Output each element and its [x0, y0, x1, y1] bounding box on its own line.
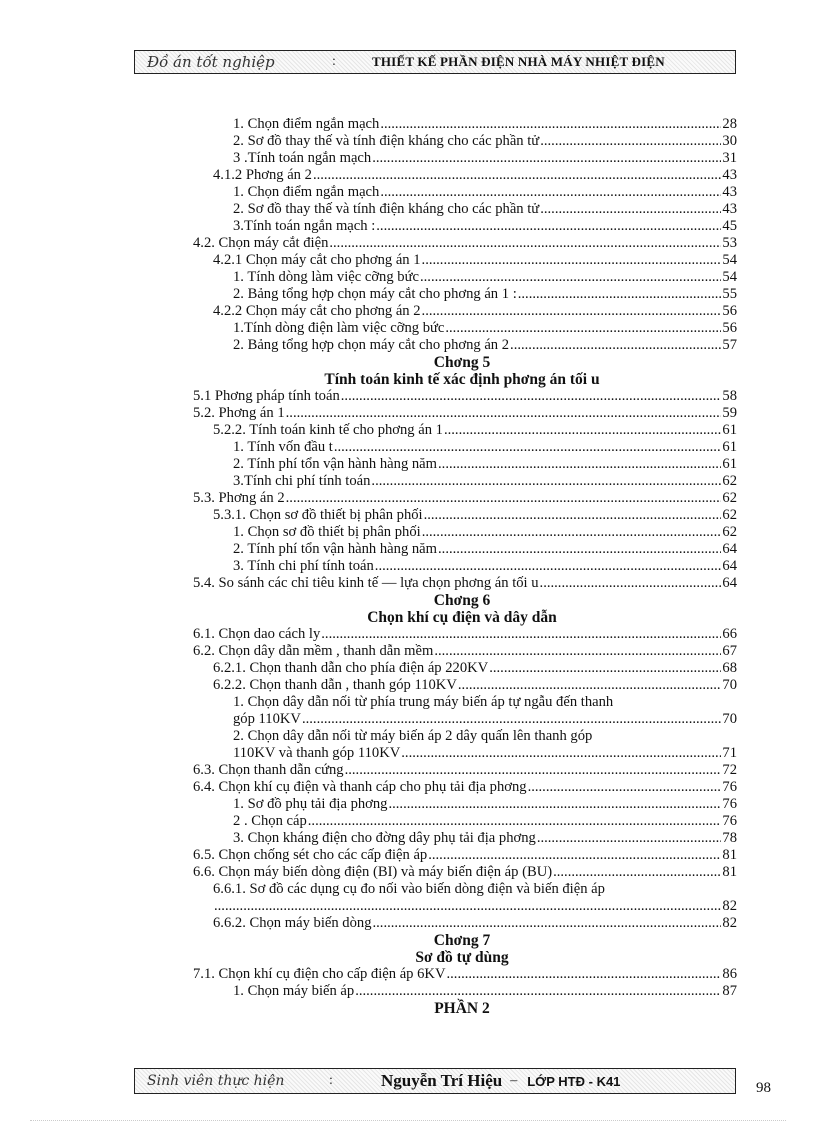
- toc-dot-leader: [458, 677, 722, 694]
- toc-entry-title: 6.6.2. Chọn máy biến dòng: [213, 915, 372, 931]
- toc-entry-title: 1. Tính dòng làm việc cỡng bức: [233, 269, 419, 285]
- toc-entry-title: 5.4. So sánh các chỉ tiêu kinh tế — lựa chọn phơng án tối u: [193, 575, 539, 591]
- toc-entry: [0, 286, 816, 303]
- toc-entry-title: 5.3.1. Chọn sơ đồ thiết bị phân phối: [213, 507, 423, 523]
- toc-dot-leader: [372, 150, 721, 167]
- page-header: [134, 50, 736, 74]
- toc-dot-leader: [341, 388, 722, 405]
- toc-entry-title: 1. Chọn máy biến áp: [233, 983, 355, 999]
- toc-dot-leader: [445, 320, 721, 337]
- toc-dot-leader: [321, 626, 721, 643]
- toc-entry-title: 110KV và thanh góp 110KV: [233, 745, 401, 761]
- toc-page-number: 64: [722, 575, 737, 591]
- toc-dot-leader: [313, 167, 721, 184]
- toc-dot-leader: [553, 864, 721, 881]
- toc-page-number: 68: [722, 660, 737, 676]
- toc-entry-title: 3.Tính chi phí tính toán: [233, 473, 371, 489]
- toc-page-number: 55: [722, 286, 737, 302]
- toc-heading: Chọn khí cụ điện và dây dẫn: [367, 609, 557, 626]
- toc-entry-title: 4.1.2 Phơng án 2: [213, 167, 312, 183]
- toc-entry: [0, 388, 816, 405]
- footer-separator: :: [329, 1073, 333, 1088]
- toc-entry: [0, 184, 816, 201]
- toc-entry: [0, 677, 816, 694]
- toc-entry: [0, 711, 816, 728]
- header-thesis-label: Đồ án tốt nghiệp: [147, 53, 275, 71]
- toc-entry: [0, 201, 816, 218]
- page-footer: [134, 1068, 736, 1094]
- toc-entry-title: 6.5. Chọn chống sét cho các cấp điện áp: [193, 847, 428, 863]
- header-project-title: THIẾT KẾ PHẦN ĐIỆN NHÀ MÁY NHIỆT ĐIỆN: [372, 54, 665, 69]
- toc-page-number: 30: [722, 133, 737, 149]
- toc-entry-title: 5.1 Phơng pháp tính toán: [193, 388, 340, 404]
- toc-dot-leader: [489, 660, 721, 677]
- toc-heading: Chơng 5: [433, 354, 491, 371]
- toc-page-number: 64: [722, 541, 737, 557]
- toc-entry-title: 6.6. Chọn máy biến dòng điện (BI) và máy biến điện áp (BU): [193, 864, 553, 880]
- toc-entry-title: 6.2.1. Chọn thanh dẫn cho phía điện áp 220KV: [213, 660, 489, 676]
- toc-entry: [0, 439, 816, 456]
- toc-page-number: 62: [722, 507, 737, 523]
- toc-dot-leader: [388, 796, 721, 813]
- toc-dot-leader: [540, 575, 722, 592]
- toc-entry-title: 2. Tính phí tổn vận hành hàng năm: [233, 541, 438, 557]
- toc-entry-title: 6.4. Chọn khí cụ điện và thanh cáp cho phụ tải địa phơng: [193, 779, 527, 795]
- toc-dot-leader: [380, 116, 721, 133]
- toc-page-number: 66: [722, 626, 737, 642]
- toc-page-number: 62: [722, 524, 737, 540]
- toc-entry: [0, 303, 816, 320]
- toc-entry: [0, 558, 816, 575]
- toc-dot-leader: [422, 524, 722, 541]
- toc-page-number: 82: [722, 898, 737, 914]
- toc-dot-leader: [345, 762, 722, 779]
- toc-entry: [0, 541, 816, 558]
- toc-entry: [0, 660, 816, 677]
- toc-page-number: 43: [722, 201, 737, 217]
- toc-entry-title: 3. Chọn kháng điện cho đờng dây phụ tải địa phơng: [233, 830, 536, 846]
- toc-page-number: 82: [722, 915, 737, 931]
- toc-entry: [0, 813, 816, 830]
- footer-dash: –: [510, 1073, 518, 1088]
- toc-entry-title: 2 . Chọn cáp: [233, 813, 307, 829]
- toc-dot-leader: [424, 507, 722, 524]
- toc-dot-leader: [540, 201, 721, 218]
- toc-dot-leader: [334, 439, 722, 456]
- toc-dot-leader: [355, 983, 721, 1000]
- toc-dot-leader: [380, 184, 721, 201]
- toc-entry: [0, 745, 816, 762]
- page-bottom-divider: [30, 1120, 786, 1121]
- toc-entry: [0, 762, 816, 779]
- toc-entry: [0, 490, 816, 507]
- toc-page-number: 64: [722, 558, 737, 574]
- toc-entry-title: 6.3. Chọn thanh dẫn cứng: [193, 762, 344, 778]
- toc-page-number: 57: [722, 337, 737, 353]
- toc-entry-title-line1: 6.6.1. Sơ đồ các dụng cụ đo nối vào biến dòng điện và biến điện áp: [213, 881, 605, 897]
- toc-entry-title: 6.1. Chọn dao cách ly: [193, 626, 321, 642]
- toc-page-number: 76: [722, 813, 737, 829]
- toc-page-number: 71: [722, 745, 737, 761]
- toc-page-number: 62: [722, 473, 737, 489]
- toc-dot-leader: [528, 779, 722, 796]
- toc-dot-leader: [375, 558, 722, 575]
- toc-entry-title: 1.Tính dòng điện làm việc cỡng bức: [233, 320, 445, 336]
- toc-dot-leader: [438, 541, 721, 558]
- toc-page-number: 72: [722, 762, 737, 778]
- toc-page-number: 53: [722, 235, 737, 251]
- footer-student-name: Nguyễn Trí Hiệu: [381, 1071, 503, 1090]
- toc-entry-title: 3 .Tính toán ngắn mạch: [233, 150, 372, 166]
- toc-dot-leader: [518, 286, 722, 303]
- toc-heading: PHẦN 2: [434, 1000, 490, 1017]
- toc-page-number: 70: [722, 711, 737, 727]
- toc-dot-leader: [447, 966, 722, 983]
- toc-entry: [0, 643, 816, 660]
- toc-entry-title: góp 110KV: [233, 711, 301, 727]
- toc-dot-leader: [286, 405, 722, 422]
- toc-entry-title: 2. Sơ đồ thay thế và tính điện kháng cho các phần tử: [233, 201, 540, 217]
- toc-entry: [0, 779, 816, 796]
- toc-entry-title: 7.1. Chọn khí cụ điện cho cấp điện áp 6KV: [193, 966, 446, 982]
- toc-page-number: 67: [722, 643, 737, 659]
- toc-entry: [0, 966, 816, 983]
- toc-page-number: 56: [722, 320, 737, 336]
- toc-dot-leader: [510, 337, 721, 354]
- toc-dot-leader: [434, 643, 721, 660]
- toc-entry: [0, 269, 816, 286]
- toc-entry-title: 3.Tính toán ngắn mạch :: [233, 218, 376, 234]
- toc-entry: [0, 898, 816, 915]
- toc-dot-leader: [376, 218, 721, 235]
- toc-heading: Sơ đồ tự dùng: [415, 949, 509, 966]
- toc-entry-title: 4.2.1 Chọn máy cắt cho phơng án 1: [213, 252, 421, 268]
- toc-entry: [0, 252, 816, 269]
- toc-page-number: 59: [722, 405, 737, 421]
- toc-entry-title: 3. Tính chi phí tính toán: [233, 558, 374, 574]
- toc-entry: [0, 133, 816, 150]
- toc-entry: [0, 507, 816, 524]
- toc-entry-title: 6.2. Chọn dây dẫn mềm , thanh dẫn mềm: [193, 643, 434, 659]
- toc-page-number: 54: [722, 252, 737, 268]
- toc-page-number: 31: [722, 150, 737, 166]
- toc-entry: [0, 218, 816, 235]
- toc-entry-title: 4.2.2 Chọn máy cắt cho phơng án 2: [213, 303, 421, 319]
- toc-entry: [0, 983, 816, 1000]
- toc-entry-title-line1: 2. Chọn dây dẫn nối từ máy biến áp 2 dây quấn lên thanh góp: [233, 728, 593, 744]
- toc-entry: [0, 626, 816, 643]
- toc-page-number: 61: [722, 422, 737, 438]
- toc-entry-title: 5.3. Phơng án 2: [193, 490, 285, 506]
- toc-entry: [0, 915, 816, 932]
- toc-page-number: 43: [722, 184, 737, 200]
- toc-dot-leader: [308, 813, 722, 830]
- toc-page-number: 81: [722, 864, 737, 880]
- toc-entry: [0, 830, 816, 847]
- toc-entry: [0, 524, 816, 541]
- toc-entry: [0, 320, 816, 337]
- toc-dot-leader: [214, 898, 721, 915]
- toc-page-number: 76: [722, 779, 737, 795]
- toc-entry-title: 2. Tính phí tổn vận hành hàng năm: [233, 456, 438, 472]
- toc-heading: Tính toán kinh tế xác định phơng án tối u: [324, 371, 600, 388]
- toc-dot-leader: [371, 473, 721, 490]
- page-number: 98: [756, 1080, 771, 1096]
- toc-entry: [0, 235, 816, 252]
- toc-page-number: 45: [722, 218, 737, 234]
- toc-dot-leader: [420, 269, 721, 286]
- toc-entry: [0, 150, 816, 167]
- toc-page-number: 86: [722, 966, 737, 982]
- toc-dot-leader: [540, 133, 721, 150]
- toc-dot-leader: [438, 456, 721, 473]
- toc-page-number: 43: [722, 167, 737, 183]
- toc-page-number: 62: [722, 490, 737, 506]
- toc-entry-title: 5.2. Phơng án 1: [193, 405, 285, 421]
- toc-entry: [0, 422, 816, 439]
- toc-dot-leader: [401, 745, 721, 762]
- toc-entry-title: 6.2.2. Chọn thanh dẫn , thanh góp 110KV: [213, 677, 457, 693]
- toc-entry: [0, 864, 816, 881]
- footer-student-label: Sinh viên thực hiện: [147, 1073, 285, 1089]
- toc-page-number: 81: [722, 847, 737, 863]
- toc-entry: [0, 456, 816, 473]
- toc-entry: [0, 796, 816, 813]
- toc-entry-title: 4.2. Chọn máy cắt điện: [193, 235, 329, 251]
- toc-page-number: 61: [722, 439, 737, 455]
- toc-page-number: 54: [722, 269, 737, 285]
- toc-entry-title: 5.2.2. Tính toán kinh tế cho phơng án 1: [213, 422, 443, 438]
- toc-dot-leader: [444, 422, 721, 439]
- toc-entry: [0, 337, 816, 354]
- toc-entry-title: 1. Chọn điểm ngắn mạch: [233, 184, 380, 200]
- toc-heading: Chơng 7: [433, 932, 491, 949]
- toc-page-number: 56: [722, 303, 737, 319]
- toc-page-number: 76: [722, 796, 737, 812]
- toc-page-number: 78: [722, 830, 737, 846]
- toc-dot-leader: [422, 303, 722, 320]
- toc-page-number: 58: [722, 388, 737, 404]
- toc-dot-leader: [373, 915, 722, 932]
- toc-entry: [0, 167, 816, 184]
- toc-entry-title: 1. Chọn điểm ngắn mạch: [233, 116, 380, 132]
- toc-heading: Chơng 6: [433, 592, 491, 609]
- toc-dot-leader: [329, 235, 721, 252]
- header-separator: :: [332, 54, 336, 69]
- toc-page-number: 87: [722, 983, 737, 999]
- toc-dot-leader: [422, 252, 722, 269]
- toc-entry: [0, 473, 816, 490]
- toc-dot-leader: [286, 490, 722, 507]
- toc-entry: [0, 116, 816, 133]
- toc-entry-title: 1. Chọn sơ đồ thiết bị phân phối: [233, 524, 421, 540]
- toc-entry-title: 2. Sơ đồ thay thế và tính điện kháng cho các phần tử: [233, 133, 540, 149]
- toc-page-number: 28: [722, 116, 737, 132]
- toc-page-number: 70: [722, 677, 737, 693]
- table-of-contents: [0, 116, 816, 1017]
- toc-dot-leader: [537, 830, 722, 847]
- toc-entry: [0, 405, 816, 422]
- toc-entry-title-line1: 1. Chọn dây dẫn nối từ phía trung máy biến áp tự ngẫu đến thanh: [233, 694, 614, 710]
- toc-entry: [0, 847, 816, 864]
- toc-dot-leader: [428, 847, 721, 864]
- footer-class: LỚP HTĐ - K41: [527, 1073, 621, 1089]
- toc-page-number: 61: [722, 456, 737, 472]
- toc-entry-title: 1. Tính vốn đầu t: [233, 439, 333, 455]
- toc-entry-title: 2. Bảng tổng hợp chọn máy cắt cho phơng án 1 :: [233, 286, 517, 302]
- toc-entry-title: 2. Bảng tổng hợp chọn máy cắt cho phơng án 2: [233, 337, 510, 353]
- toc-entry-title: 1. Sơ đồ phụ tải địa phơng: [233, 796, 388, 812]
- toc-entry: [0, 575, 816, 592]
- toc-dot-leader: [302, 711, 721, 728]
